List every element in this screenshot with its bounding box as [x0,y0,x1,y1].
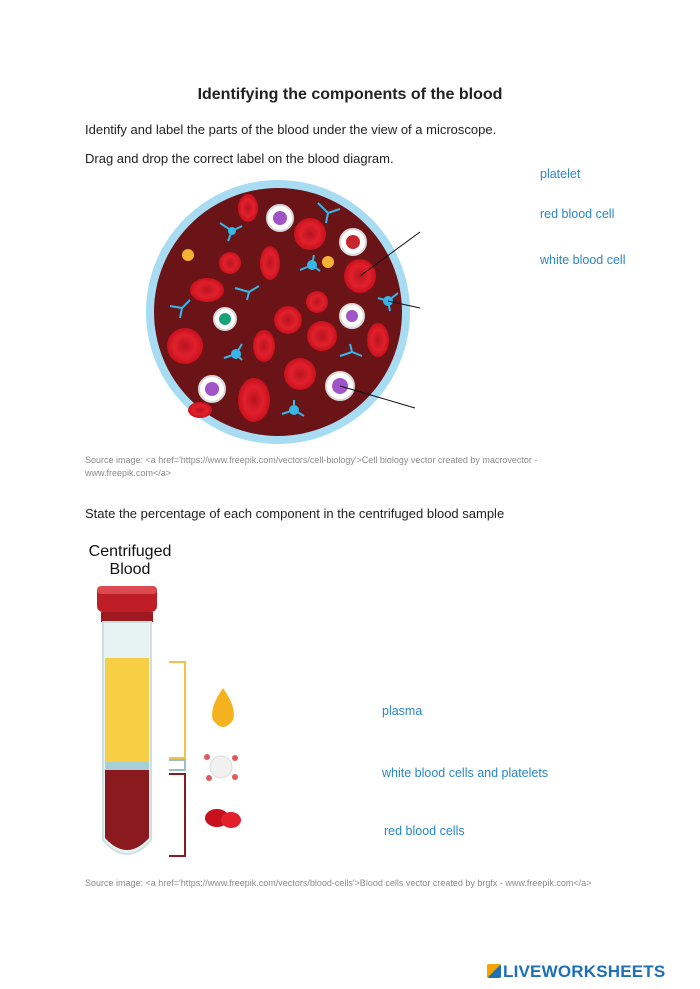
instruction-percentage: State the percentage of each component in the centrifuged blood sample [85,506,505,521]
tube-title-line1: Centrifuged [88,543,172,560]
white-cell-icon [210,756,232,778]
instruction-drag-drop: Drag and drop the correct label on the blood diagram. [85,151,394,166]
label-red-blood-cells[interactable]: red blood cells [384,824,465,838]
tube-title-line2: Blood [109,561,151,578]
red-cell-bracket [169,774,185,856]
label-plasma[interactable]: plasma [382,704,423,718]
label-white-cells-platelets[interactable]: white blood cells and platelets [382,766,549,780]
buffy-coat-layer [105,762,149,770]
source-credit-blood-cells: Source image: <a href='https://www.freepik.com/vectors/blood-cells'>Blood cells vector created by brgfx - www.freepik.com</a> [85,878,592,888]
page-title: Identifying the components of the blood [197,86,503,103]
instruction-microscope: Identify and label the parts of the blood under the view of a microscope. [85,122,497,137]
plasma-layer [105,658,149,768]
label-platelet[interactable]: platelet [540,167,581,181]
blood-microscope-diagram [140,178,430,448]
tube-title [70,543,190,579]
liveworksheets-logo-icon [487,964,501,978]
plasma-drop-icon [212,688,234,727]
label-red-blood-cell[interactable]: red blood cell [540,207,615,221]
buffy-bracket [169,760,185,770]
label-white-blood-cell[interactable]: white blood cell [540,253,626,267]
liveworksheets-logo [487,962,665,982]
red-cell-layer [105,770,149,850]
source-credit-cell-biology: Source image: <a href='https://www.freepik.com/vectors/cell-biology'>Cell biology vector created by macrovector - www.freepik.com</a> [85,455,538,478]
centrifuged-blood-tube [85,580,255,865]
logo-text: LIVEWORKSHEETS [503,962,666,981]
plasma-bracket [169,662,185,758]
